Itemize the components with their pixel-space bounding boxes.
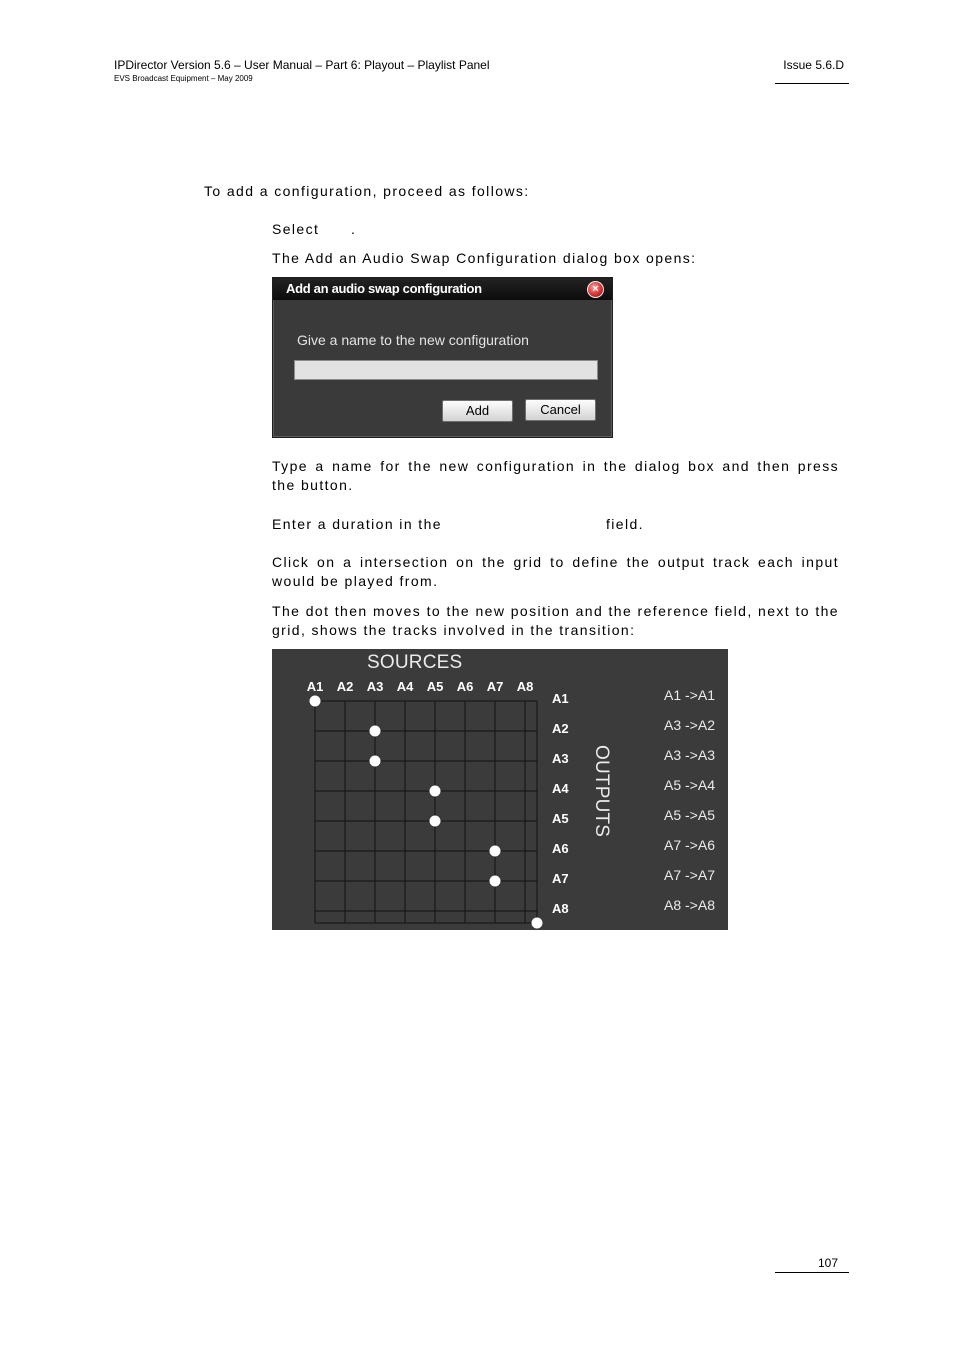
reference-label: A7 ->A6 [664, 837, 715, 853]
source-label: A3 [366, 679, 384, 694]
audio-swap-grid-panel [272, 649, 728, 930]
intro-text: To add a configuration, proceed as follows: [204, 183, 530, 199]
source-label: A6 [456, 679, 474, 694]
reference-label: A5 ->A4 [664, 777, 715, 793]
step-select-text: Select . [272, 221, 357, 237]
step-type-name-text: Type a name for the new configuration in the dialog box and then press the button. [272, 458, 839, 493]
header-rule [775, 83, 849, 84]
step-dot-moves-text: The dot then moves to the new position and the reference field, next to the grid, shows the tracks involved in the transition: [272, 603, 839, 638]
header-issue: Issue 5.6.D [783, 58, 844, 72]
footer-rule [775, 1272, 849, 1273]
mapping-dot[interactable] [370, 756, 381, 767]
mapping-dot[interactable] [490, 876, 501, 887]
output-label: A5 [552, 811, 569, 826]
dialog-prompt: Give a name to the new configuration [297, 332, 529, 348]
source-label: A4 [396, 679, 414, 694]
mapping-dot[interactable] [310, 696, 321, 707]
output-label: A7 [552, 871, 569, 886]
step-click-intersection-text: Click on a intersection on the grid to define the output track each input would be played from. [272, 554, 839, 589]
reference-label: A8 ->A8 [664, 897, 715, 913]
reference-label: A5 ->A5 [664, 807, 715, 823]
source-label: A7 [486, 679, 504, 694]
source-label: A5 [426, 679, 444, 694]
add-button[interactable]: Add [442, 400, 513, 422]
mapping-dot[interactable] [532, 918, 543, 929]
output-label: A4 [552, 781, 569, 796]
mapping-dot[interactable] [430, 816, 441, 827]
source-label: A8 [516, 679, 534, 694]
step-duration-text-b: field. [606, 516, 644, 532]
reference-label: A7 ->A7 [664, 867, 715, 883]
reference-label: A1 ->A1 [664, 687, 715, 703]
mapping-dot[interactable] [370, 726, 381, 737]
output-label: A8 [552, 901, 569, 916]
dialog-titlebar [273, 278, 612, 300]
dialog-title: Add an audio swap configuration [286, 281, 482, 296]
step-duration-text-a: Enter a duration in the [272, 516, 442, 532]
reference-label: A3 ->A3 [664, 747, 715, 763]
source-label: A1 [306, 679, 324, 694]
outputs-title: OUTPUTS [591, 745, 612, 838]
cancel-button[interactable]: Cancel [525, 399, 596, 421]
output-label: A2 [552, 721, 569, 736]
configuration-name-input[interactable] [294, 360, 598, 380]
output-label: A6 [552, 841, 569, 856]
close-icon[interactable]: × [587, 281, 604, 298]
step-dialog-opens-text: The Add an Audio Swap Configuration dialog box opens: [272, 250, 697, 266]
add-audio-swap-dialog [272, 277, 613, 438]
source-label: A2 [336, 679, 354, 694]
mapping-dot[interactable] [490, 846, 501, 857]
header-title: IPDirector Version 5.6 – User Manual – Part 6: Playout – Playlist Panel [114, 58, 490, 72]
output-label: A3 [552, 751, 569, 766]
reference-label: A3 ->A2 [664, 717, 715, 733]
sources-title: SOURCES [367, 652, 463, 673]
header-subtitle: EVS Broadcast Equipment – May 2009 [114, 74, 253, 83]
mapping-dot[interactable] [430, 786, 441, 797]
page-number: 107 [817, 1256, 838, 1270]
output-label: A1 [552, 691, 569, 706]
